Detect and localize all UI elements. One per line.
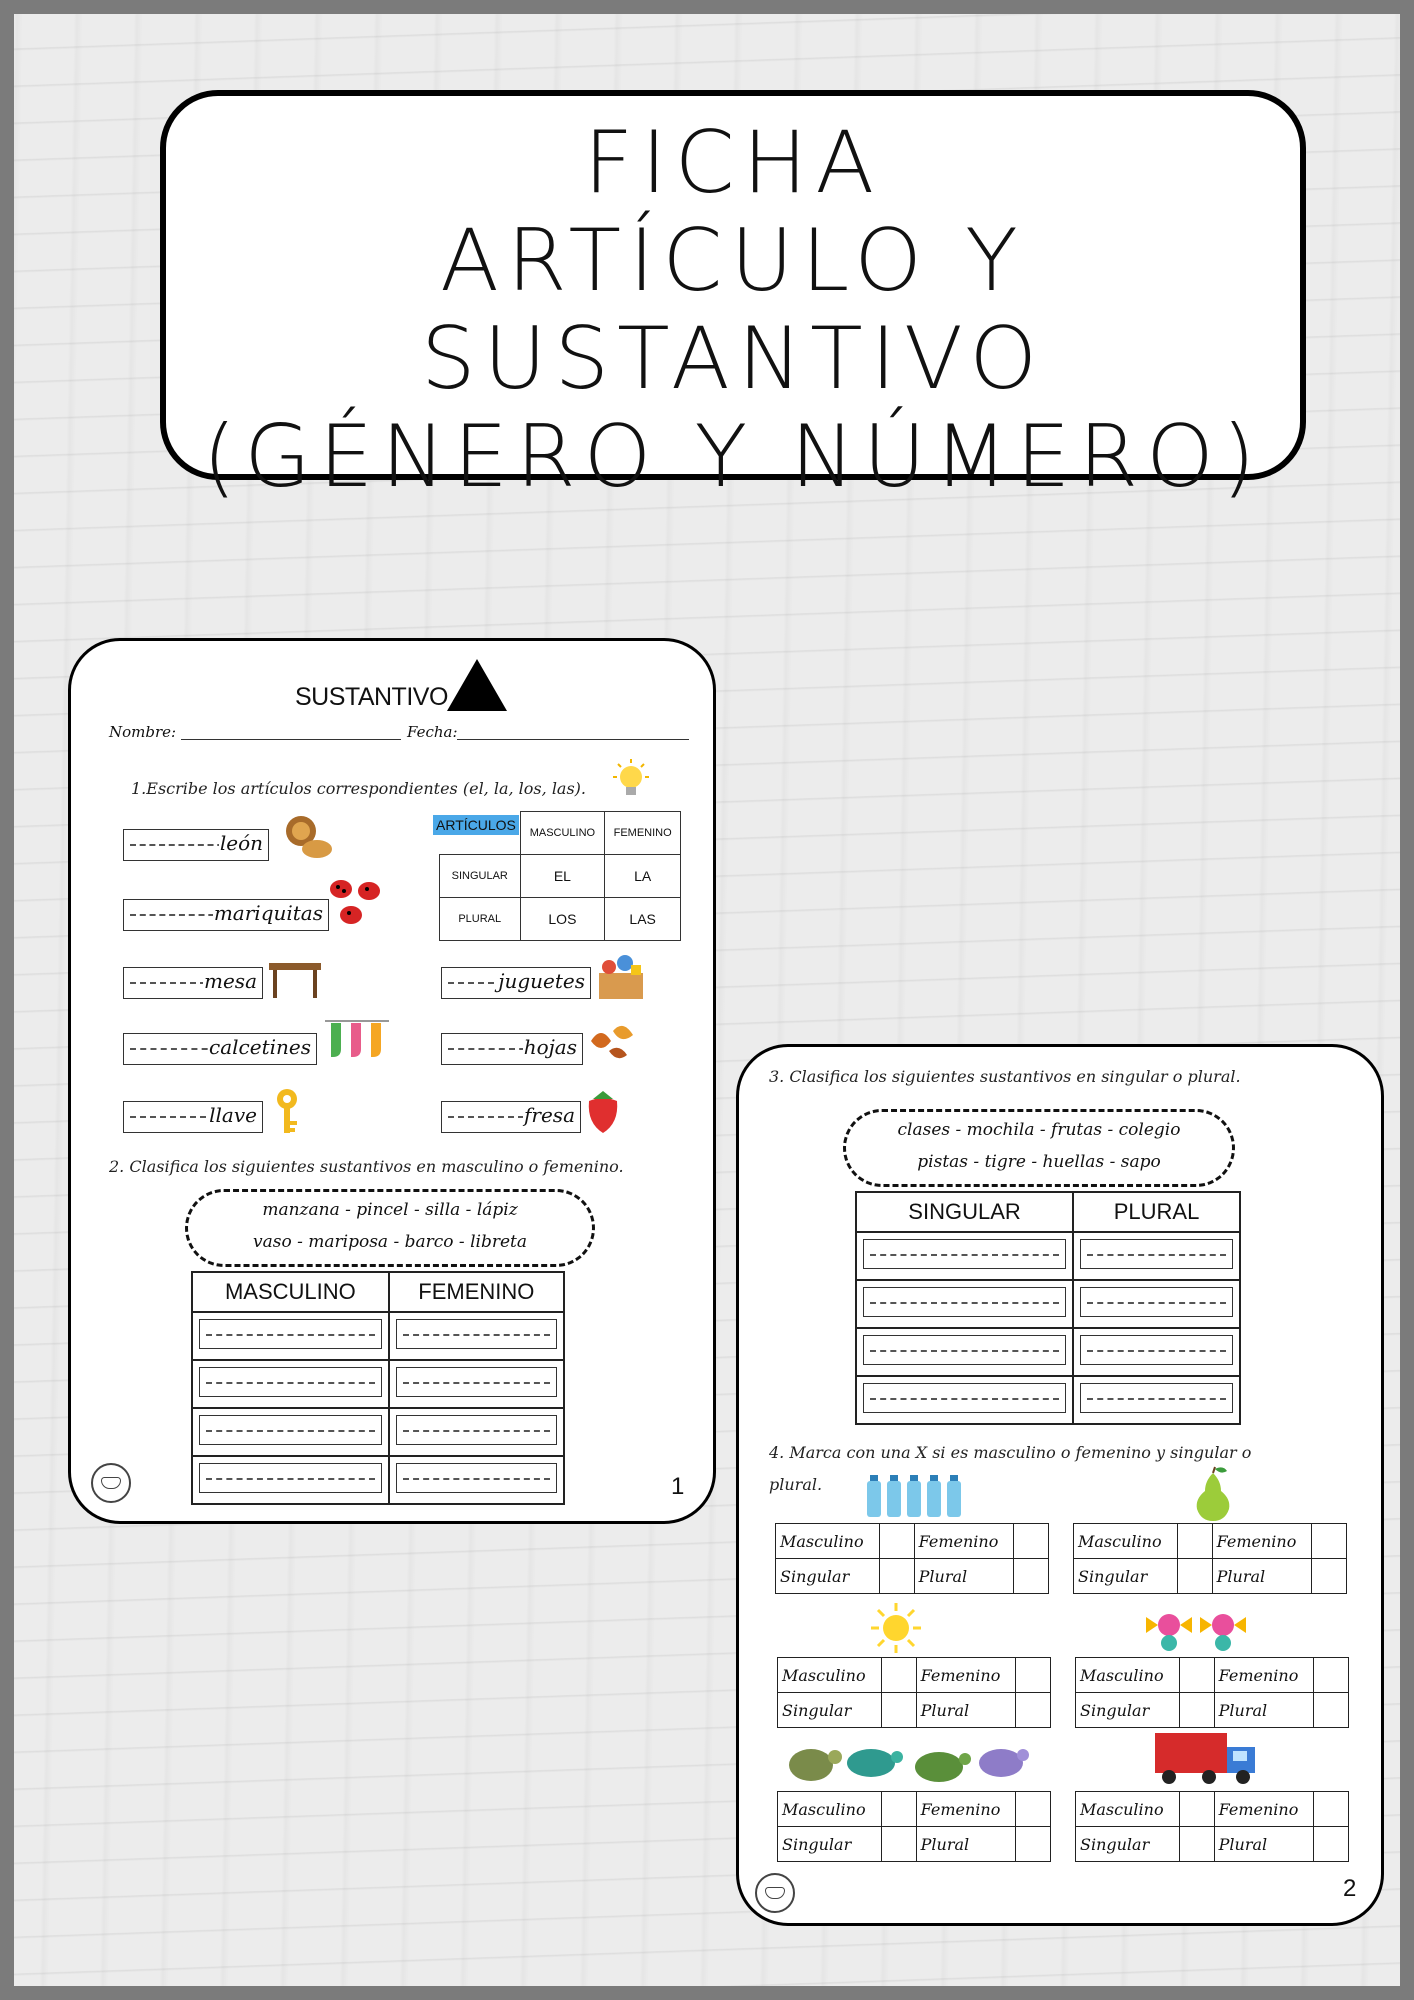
- col-masculino: MASCULINO: [192, 1272, 389, 1312]
- sing-cell[interactable]: [856, 1376, 1073, 1424]
- brand-logo-icon: [91, 1463, 131, 1503]
- plur-cell[interactable]: [1073, 1328, 1240, 1376]
- write-box-juguetes[interactable]: [441, 967, 591, 999]
- art-la: LA: [605, 855, 681, 898]
- write-box-llave[interactable]: [123, 1101, 263, 1133]
- fecha-label: Fecha:: [407, 723, 458, 741]
- label-singular: Singular: [776, 1559, 880, 1594]
- label-masculino: Masculino: [1076, 1792, 1180, 1827]
- fem-cell[interactable]: [389, 1408, 564, 1456]
- exercise2-instruction: 2. Clasifica los siguientes sustantivos en masculino o femenino.: [109, 1157, 624, 1176]
- label-femenino: Femenino: [916, 1658, 1015, 1693]
- checkbox-femenino[interactable]: [1312, 1524, 1347, 1559]
- word-mariquitas: mariquitas: [213, 901, 323, 925]
- checkbox-plural[interactable]: [1016, 1827, 1051, 1862]
- checkbox-plural[interactable]: [1314, 1693, 1349, 1728]
- page1-number: 1: [671, 1473, 685, 1500]
- art-col-femenino: FEMENINO: [605, 812, 681, 855]
- number-classification-table: [855, 1191, 1241, 1425]
- ladybug-icon: [327, 875, 387, 927]
- label-plural: Plural: [1212, 1559, 1311, 1594]
- checkbox-plural[interactable]: [1014, 1559, 1049, 1594]
- word-llave: llave: [209, 1103, 257, 1127]
- checkbox-singular[interactable]: [1179, 1693, 1214, 1728]
- mark-table-candy: [1075, 1657, 1349, 1728]
- write-box-leon[interactable]: [123, 829, 269, 861]
- checkbox-masculino[interactable]: [1179, 1658, 1214, 1693]
- label-masculino: Masculino: [1074, 1524, 1178, 1559]
- title-line-2: ARTÍCULO Y SUSTANTIVO: [420, 211, 1046, 409]
- word-mesa: mesa: [204, 969, 257, 993]
- label-plural: Plural: [914, 1559, 1013, 1594]
- col-plural: PLURAL: [1073, 1192, 1240, 1232]
- pear-icon: [1193, 1465, 1233, 1521]
- art-los: LOS: [520, 898, 605, 941]
- masc-cell[interactable]: [192, 1408, 389, 1456]
- toybox-icon: [595, 951, 647, 1001]
- word-juguetes: juguetes: [498, 969, 585, 993]
- checkbox-masculino[interactable]: [881, 1658, 916, 1693]
- write-box-fresa[interactable]: [441, 1101, 581, 1133]
- checkbox-plural[interactable]: [1314, 1827, 1349, 1862]
- label-masculino: Masculino: [778, 1658, 882, 1693]
- checkbox-masculino[interactable]: [879, 1524, 914, 1559]
- label-singular: Singular: [778, 1827, 882, 1862]
- checkbox-singular[interactable]: [881, 1827, 916, 1862]
- checkbox-masculino[interactable]: [1179, 1792, 1214, 1827]
- label-femenino: Femenino: [916, 1792, 1015, 1827]
- label-masculino: Masculino: [1076, 1658, 1180, 1693]
- label-femenino: Femenino: [1214, 1658, 1313, 1693]
- masc-cell[interactable]: [192, 1360, 389, 1408]
- exercise3-instruction: 3. Clasifica los siguientes sustantivos en singular o plural.: [769, 1067, 1241, 1086]
- word-hojas: hojas: [523, 1035, 577, 1059]
- page2-number: 2: [1343, 1875, 1357, 1902]
- pill2-row2: pistas - tigre - huellas - sapo: [917, 1152, 1161, 1172]
- checkbox-singular[interactable]: [1177, 1559, 1212, 1594]
- articles-corner: [440, 812, 521, 855]
- masc-cell[interactable]: [192, 1456, 389, 1504]
- title-line-3: (GÉNERO Y NÚMERO): [202, 407, 1264, 507]
- word-leon: león: [219, 831, 263, 855]
- bulb-icon: [611, 759, 651, 805]
- checkbox-femenino[interactable]: [1016, 1792, 1051, 1827]
- label-femenino: Femenino: [1214, 1792, 1313, 1827]
- fecha-line[interactable]: [457, 739, 689, 740]
- brand-logo-icon: [755, 1873, 795, 1913]
- exercise1-instruction: 1.Escribe los artículos correspondientes (el, la, los, las).: [131, 779, 587, 798]
- word-calcetines: calcetines: [209, 1035, 311, 1059]
- art-las: LAS: [605, 898, 681, 941]
- sing-cell[interactable]: [856, 1232, 1073, 1280]
- mark-table-pear: [1073, 1523, 1347, 1594]
- pill2-row1: clases - mochila - frutas - colegio: [897, 1120, 1181, 1140]
- exercise4-instruction-line1: 4. Marca con una X si es masculino o femenino y singular o: [769, 1443, 1252, 1462]
- label-femenino: Femenino: [914, 1524, 1013, 1559]
- leaves-icon: [587, 1021, 639, 1063]
- checkbox-femenino[interactable]: [1014, 1524, 1049, 1559]
- nombre-label: Nombre:: [109, 723, 177, 741]
- title-line-1: FICHA: [583, 113, 883, 213]
- checkbox-masculino[interactable]: [1177, 1524, 1212, 1559]
- table-icon: [267, 959, 323, 1001]
- mark-table-bottles: [775, 1523, 1049, 1594]
- checkbox-singular[interactable]: [881, 1693, 916, 1728]
- write-box-hojas[interactable]: [441, 1033, 583, 1065]
- word-fresa: fresa: [524, 1103, 575, 1127]
- noun-pill-2: [843, 1109, 1235, 1187]
- worksheet-page-1: [68, 638, 716, 1524]
- checkbox-masculino[interactable]: [881, 1792, 916, 1827]
- pill1-row2: vaso - mariposa - barco - libreta: [253, 1232, 527, 1252]
- checkbox-plural[interactable]: [1016, 1693, 1051, 1728]
- col-femenino: FEMENINO: [389, 1272, 564, 1312]
- label-femenino: Femenino: [1212, 1524, 1311, 1559]
- plur-cell[interactable]: [1073, 1376, 1240, 1424]
- label-masculino: Masculino: [776, 1524, 880, 1559]
- label-plural: Plural: [916, 1827, 1015, 1862]
- masc-cell[interactable]: [192, 1312, 389, 1360]
- write-box-mesa[interactable]: [123, 967, 263, 999]
- articles-table: [439, 811, 681, 941]
- socks-icon: [325, 1017, 389, 1065]
- truck-icon: [1153, 1731, 1259, 1787]
- bottles-icon: [863, 1471, 963, 1519]
- write-box-mariquitas[interactable]: [123, 899, 329, 931]
- mark-table-truck: [1075, 1791, 1349, 1862]
- plur-cell[interactable]: [1073, 1280, 1240, 1328]
- checkbox-femenino[interactable]: [1314, 1658, 1349, 1693]
- art-row-plural: PLURAL: [440, 898, 521, 941]
- checkbox-femenino[interactable]: [1016, 1658, 1051, 1693]
- fem-cell[interactable]: [389, 1312, 564, 1360]
- noun-pill-1: [185, 1189, 595, 1267]
- art-row-singular: SINGULAR: [440, 855, 521, 898]
- gender-classification-table: [191, 1271, 565, 1505]
- sing-cell[interactable]: [856, 1328, 1073, 1376]
- pill1-row1: manzana - pincel - silla - lápiz: [262, 1200, 518, 1220]
- checkbox-singular[interactable]: [879, 1559, 914, 1594]
- triangle-icon: [447, 659, 507, 711]
- label-singular: Singular: [778, 1693, 882, 1728]
- fem-cell[interactable]: [389, 1360, 564, 1408]
- mark-table-sun: [777, 1657, 1051, 1728]
- art-el: EL: [520, 855, 605, 898]
- turtles-icon: [783, 1735, 1037, 1791]
- exercise4-instruction-line2: plural.: [769, 1475, 823, 1494]
- mark-table-turtles: [777, 1791, 1051, 1862]
- strawberry-icon: [583, 1087, 623, 1137]
- label-plural: Plural: [916, 1693, 1015, 1728]
- label-singular: Singular: [1076, 1827, 1180, 1862]
- fem-cell[interactable]: [389, 1456, 564, 1504]
- key-icon: [271, 1087, 303, 1137]
- label-masculino: Masculino: [778, 1792, 882, 1827]
- label-singular: Singular: [1076, 1693, 1180, 1728]
- sing-cell[interactable]: [856, 1280, 1073, 1328]
- label-plural: Plural: [1214, 1693, 1313, 1728]
- checkbox-femenino[interactable]: [1314, 1792, 1349, 1827]
- articles-label: ARTÍCULOS: [433, 815, 519, 835]
- checkbox-singular[interactable]: [1179, 1827, 1214, 1862]
- sun-icon: [869, 1601, 923, 1655]
- label-plural: Plural: [1214, 1827, 1313, 1862]
- candy-icon: [1143, 1603, 1253, 1655]
- label-singular: Singular: [1074, 1559, 1178, 1594]
- lion-icon: [283, 813, 333, 863]
- page1-heading: SUSTANTIVO: [295, 683, 448, 711]
- plur-cell[interactable]: [1073, 1232, 1240, 1280]
- title-box: [160, 90, 1306, 507]
- art-col-masculino: MASCULINO: [520, 812, 605, 855]
- nombre-line[interactable]: [181, 739, 401, 740]
- checkbox-plural[interactable]: [1312, 1559, 1347, 1594]
- col-singular: SINGULAR: [856, 1192, 1073, 1232]
- worksheet-page-2: [736, 1044, 1384, 1926]
- write-box-calcetines[interactable]: [123, 1033, 317, 1065]
